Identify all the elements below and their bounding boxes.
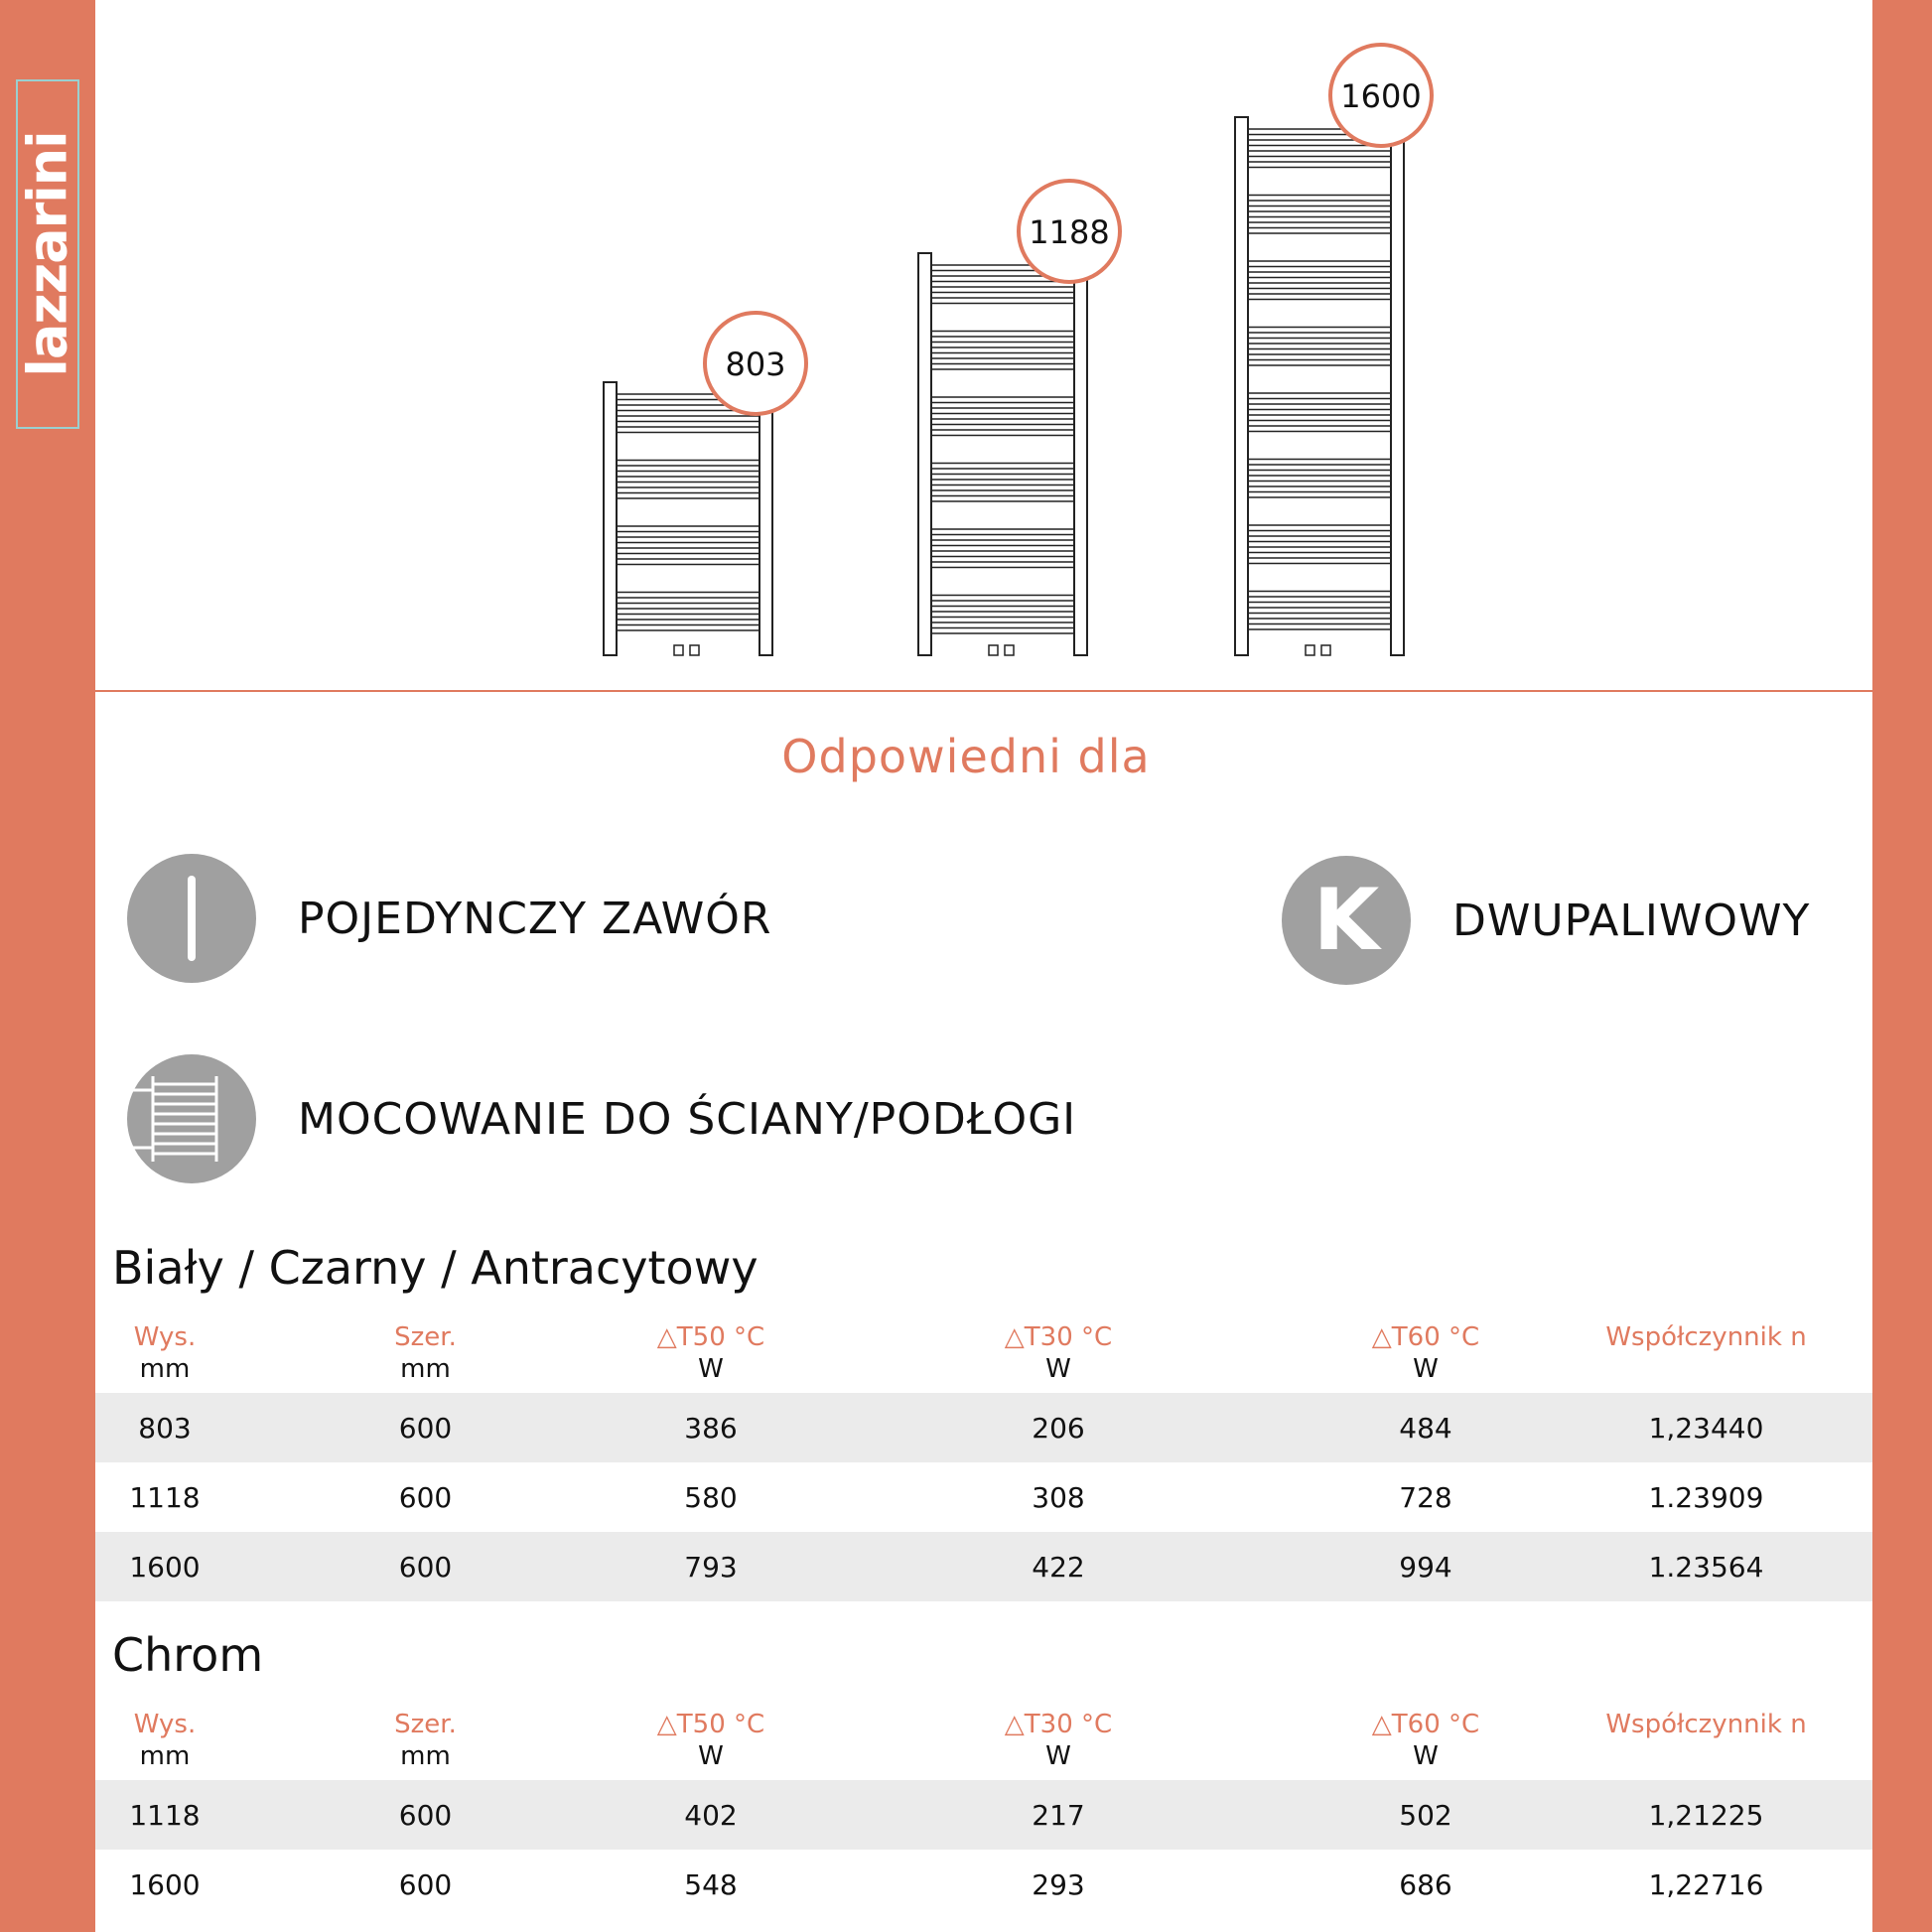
feature-label: MOCOWANIE DO ŚCIANY/PODŁOGI	[298, 1093, 1077, 1145]
header-width: Szer. mm	[394, 1710, 457, 1771]
radiator-2	[918, 181, 1120, 655]
spec-table-chrome	[95, 1698, 1872, 1919]
suitable-for-title: Odpowiedni dla	[781, 730, 1151, 783]
feature-single-valve	[127, 854, 771, 983]
section-divider	[95, 690, 1872, 692]
header-dt30: △T30 °C W	[1004, 1322, 1113, 1384]
height-badge	[1330, 45, 1432, 146]
feature-dual-fuel	[1282, 856, 1810, 985]
header-dt30: △T30 °C W	[1004, 1710, 1113, 1771]
header-dt50: △T50 °C W	[656, 1322, 765, 1384]
header-height: Wys. mm	[133, 1322, 197, 1384]
height-badge-label: 1188	[1029, 213, 1110, 251]
right-accent-bar	[1872, 0, 1932, 1932]
dual-fuel-k-icon: K	[1282, 856, 1411, 985]
radiator-3	[1235, 45, 1432, 655]
height-badge-label: 1600	[1340, 77, 1422, 115]
feature-label: POJEDYNCZY ZAWÓR	[298, 893, 772, 944]
radiator-1	[604, 313, 806, 655]
radiator-illustrations	[95, 0, 1872, 685]
table-header-row	[95, 1698, 1872, 1780]
table-row: 1600 600 793 422 994 1.23564	[95, 1532, 1872, 1601]
wall-floor-mount-icon	[127, 1054, 256, 1183]
header-coefficient: Współczynnik n	[1605, 1710, 1807, 1739]
feature-label: DWUPALIWOWY	[1452, 895, 1811, 946]
header-dt60: △T60 °C W	[1371, 1322, 1480, 1384]
header-coefficient: Współczynnik n	[1605, 1322, 1807, 1352]
spec-table-colors	[95, 1311, 1872, 1601]
table-title-chrome: Chrom	[112, 1628, 264, 1682]
header-height: Wys. mm	[133, 1710, 197, 1771]
brand-logo-text: lazzarini	[16, 131, 79, 377]
height-badge	[1019, 181, 1120, 282]
height-badge	[705, 313, 806, 414]
table-title-colors: Biały / Czarny / Antracytowy	[112, 1241, 759, 1295]
height-badge-label: 803	[725, 345, 786, 383]
header-dt60: △T60 °C W	[1371, 1710, 1480, 1771]
header-width: Szer. mm	[394, 1322, 457, 1384]
header-dt50: △T50 °C W	[656, 1710, 765, 1771]
table-header-row	[95, 1311, 1872, 1393]
feature-wall-floor-mount	[127, 1054, 1076, 1183]
single-valve-icon	[127, 854, 256, 983]
table-row: 1118 600 580 308 728 1.23909	[129, 1480, 1764, 1514]
table-row: 803 600 386 206 484 1,23440	[95, 1393, 1872, 1462]
table-row: 1600 600 548 293 686 1,22716	[129, 1867, 1764, 1901]
brand-logo	[16, 79, 79, 429]
table-row: 1118 600 402 217 502 1,21225	[95, 1780, 1872, 1850]
